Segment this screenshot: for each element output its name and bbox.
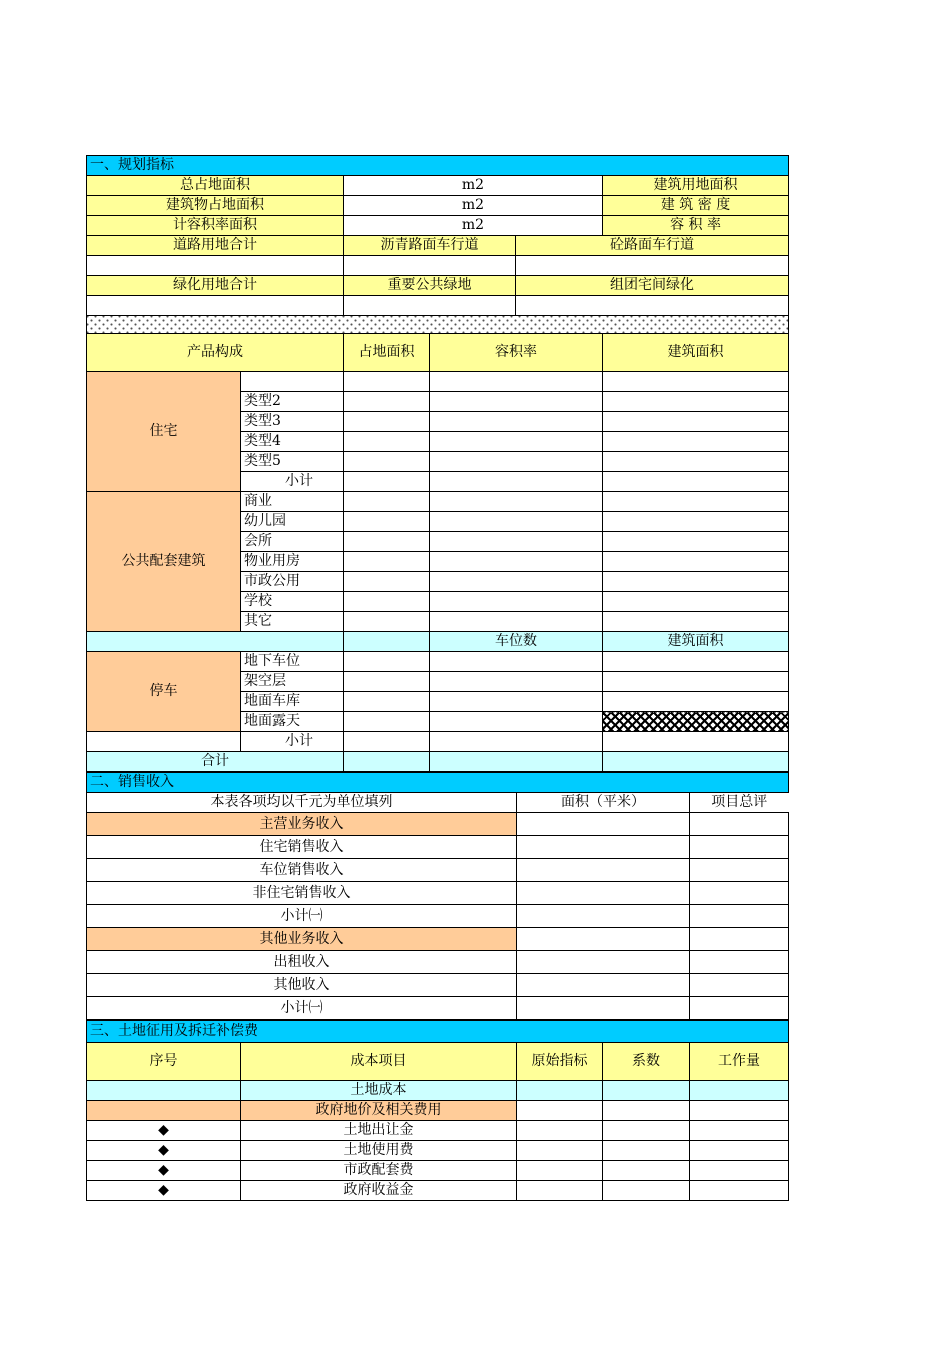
municipal-fee-label: 市政配套费 [241,1161,517,1181]
residential-sales-label: 住宅销售收入 [87,836,517,859]
unit-note: 本表各项均以千元为单位填列 [87,793,517,813]
cell[interactable] [517,1161,603,1181]
cell[interactable] [344,552,430,572]
cell[interactable] [344,432,430,452]
public-item-school: 学校 [241,592,344,612]
roads-header-row [87,236,789,256]
residential-type-5: 类型5 [241,452,344,472]
cell[interactable] [517,1101,603,1121]
cell[interactable] [517,1181,603,1201]
cell[interactable] [430,592,603,612]
public-green-value[interactable] [344,296,516,316]
cell[interactable] [603,452,789,472]
parking-subtotal-blank [87,732,241,752]
cell[interactable] [517,905,690,928]
spreadsheet [86,155,788,1201]
parking-area-header: 建筑面积 [603,632,789,652]
road-total-value[interactable] [87,256,344,276]
cell[interactable] [603,572,789,592]
cluster-green-label: 组团宅间绿化 [516,276,789,296]
asphalt-road-label: 沥青路面车行道 [344,236,516,256]
residential-type-2: 类型2 [241,392,344,412]
sales-table [86,772,789,1020]
land-use-fee-label: 土地使用费 [241,1141,517,1161]
cell[interactable] [430,672,603,692]
cell[interactable] [603,392,789,412]
disabled-hatched-cell [603,712,789,732]
cell[interactable] [517,836,690,859]
cell[interactable] [690,1181,789,1201]
land-cost-table [86,1020,789,1201]
cell[interactable] [690,1081,789,1101]
cell[interactable] [517,997,690,1020]
total-land-area-unit[interactable]: m2 [344,176,603,196]
cell[interactable] [603,532,789,552]
cell[interactable] [603,732,789,752]
cell[interactable] [344,652,430,672]
cell[interactable] [430,652,603,672]
product-header: 产品构成 [87,334,344,372]
cell[interactable] [603,492,789,512]
residential-type-3: 类型3 [241,412,344,432]
cell[interactable] [603,412,789,432]
sales-header-row [87,793,789,813]
green-total-value[interactable] [87,296,344,316]
parking-label: 停车 [87,652,241,732]
cell[interactable] [344,692,430,712]
cell[interactable] [430,552,603,572]
cell[interactable] [690,997,789,1020]
dotted-separator-row [87,316,789,334]
parking-subtotal: 小计 [241,732,344,752]
cell [87,1101,241,1121]
cell[interactable] [603,612,789,632]
building-area-header: 建筑面积 [603,334,789,372]
cell[interactable] [344,492,430,512]
building-land-label: 建筑用地面积 [603,176,789,196]
cell[interactable] [430,532,603,552]
cost-header-row [87,1043,789,1081]
grand-total-row [87,752,789,772]
cell[interactable] [344,452,430,472]
cell[interactable] [344,732,430,752]
far-area-unit[interactable]: m2 [344,216,603,236]
diamond-bullet-icon: ◆ [87,1161,241,1181]
cell[interactable] [430,472,603,492]
total-land-area-label: 总占地面积 [87,176,344,196]
section1-title: 一、规划指标 [87,156,789,176]
parking-sales-label: 车位销售收入 [87,859,517,882]
cell[interactable] [430,412,603,432]
cell[interactable] [430,452,603,472]
concrete-road-label: 砼路面车行道 [516,236,789,256]
cell[interactable] [430,372,603,392]
cell[interactable] [603,1161,690,1181]
section2-title: 二、销售收入 [87,773,789,793]
cost-row-5 [87,1161,789,1181]
cell[interactable] [690,1101,789,1121]
rental-income-label: 出租收入 [87,951,517,974]
cell[interactable] [603,472,789,492]
residential-subtotal: 小计 [241,472,344,492]
cell[interactable] [690,1121,789,1141]
cell[interactable] [517,859,690,882]
public-item-municipal: 市政公用 [241,572,344,592]
cell[interactable] [603,692,789,712]
cost-row-4 [87,1141,789,1161]
area-header: 面积（平米） [517,793,690,813]
plot-ratio-label: 容 积 率 [603,216,789,236]
cell[interactable] [344,672,430,692]
sales-row-5 [87,905,789,928]
cell[interactable] [430,512,603,532]
product-header-row [87,334,789,372]
gov-land-price-label: 政府地价及相关费用 [241,1101,517,1121]
project-total-header: 项目总评 [690,793,789,813]
residential-row-1 [87,372,789,392]
public-facilities-label: 公共配套建筑 [87,492,241,632]
diamond-bullet-icon: ◆ [87,1181,241,1201]
green-total-label: 绿化用地合计 [87,276,344,296]
sales-row-1 [87,813,789,836]
section2-title-row [87,773,789,793]
sales-row-2 [87,836,789,859]
land-area-header: 占地面积 [344,334,430,372]
section1-title-row [87,156,789,176]
parking-stilt: 架空层 [241,672,344,692]
cell[interactable] [430,492,603,512]
far-area-label: 计容积率面积 [87,216,344,236]
cell[interactable] [344,392,430,412]
other-revenue-label: 其他业务收入 [87,928,517,951]
cell[interactable] [603,592,789,612]
cost-row-2 [87,1101,789,1121]
residential-type-4: 类型4 [241,432,344,452]
residential-type-1[interactable] [241,372,344,392]
sales-row-4 [87,882,789,905]
cell[interactable] [690,813,789,836]
cell[interactable] [690,951,789,974]
cell[interactable] [603,1141,690,1161]
cost-row-3 [87,1121,789,1141]
cell[interactable] [603,512,789,532]
cost-item-header: 成本项目 [241,1043,517,1081]
cell[interactable] [603,752,789,772]
main-revenue-label: 主营业务收入 [87,813,517,836]
cell[interactable] [517,882,690,905]
cell[interactable] [517,1081,603,1101]
cell[interactable] [690,1161,789,1181]
land-transfer-fee-label: 土地出让金 [241,1121,517,1141]
cell[interactable] [603,552,789,572]
green-header-row [87,276,789,296]
parking-row-1 [87,652,789,672]
roads-value-row [87,256,789,276]
cluster-green-value[interactable] [516,296,789,316]
cell[interactable] [344,752,430,772]
cell[interactable] [344,612,430,632]
parking-open-air: 地面露天 [241,712,344,732]
cell[interactable] [690,882,789,905]
road-total-label: 道路用地合计 [87,236,344,256]
cell[interactable] [690,905,789,928]
cell[interactable] [690,974,789,997]
cell[interactable] [344,412,430,432]
parking-garage: 地面车库 [241,692,344,712]
cell[interactable] [517,1141,603,1161]
planning-row-1 [87,176,789,196]
original-index-header: 原始指标 [517,1043,603,1081]
parking-header-blank [87,632,344,652]
footprint-area-label: 建筑物占地面积 [87,196,344,216]
cell[interactable] [344,572,430,592]
cell[interactable] [603,372,789,392]
cell [87,1081,241,1101]
cell[interactable] [430,432,603,452]
nonresidential-sales-label: 非住宅销售收入 [87,882,517,905]
cost-row-1 [87,1081,789,1101]
cell[interactable] [344,512,430,532]
cell[interactable] [603,1121,690,1141]
building-density-label: 建 筑 密 度 [603,196,789,216]
sales-row-7 [87,951,789,974]
grand-total-label: 合计 [87,752,344,772]
planning-table [86,155,789,772]
sales-row-6 [87,928,789,951]
footprint-area-unit[interactable]: m2 [344,196,603,216]
cell[interactable] [430,392,603,412]
parking-count-header: 车位数 [430,632,603,652]
public-item-property: 物业用房 [241,552,344,572]
coefficient-header: 系数 [603,1043,690,1081]
cell[interactable] [430,692,603,712]
cost-row-6 [87,1181,789,1201]
cell[interactable] [517,928,690,951]
planning-row-2 [87,196,789,216]
sales-subtotal-1: 小计㈠ [87,905,517,928]
cell[interactable] [344,712,430,732]
cell[interactable] [603,672,789,692]
green-value-row [87,296,789,316]
planning-row-3 [87,216,789,236]
parking-header-blank2 [344,632,430,652]
cell[interactable] [344,372,430,392]
sales-row-3 [87,859,789,882]
concrete-road-value[interactable] [516,256,789,276]
gov-revenue-fund-label: 政府收益金 [241,1181,517,1201]
public-row-1 [87,492,789,512]
diamond-bullet-icon: ◆ [87,1141,241,1161]
land-cost-label: 土地成本 [241,1081,517,1101]
cell[interactable] [690,836,789,859]
cell[interactable] [344,472,430,492]
cell[interactable] [603,1081,690,1101]
cell[interactable] [603,1101,690,1121]
cell[interactable] [603,432,789,452]
public-green-label: 重要公共绿地 [344,276,516,296]
cell[interactable] [603,1181,690,1201]
sales-row-9 [87,997,789,1020]
parking-subtotal-row [87,732,789,752]
cell[interactable] [430,612,603,632]
seq-header: 序号 [87,1043,241,1081]
cell[interactable] [690,928,789,951]
cell[interactable] [517,1121,603,1141]
cell[interactable] [344,592,430,612]
diamond-bullet-icon: ◆ [87,1121,241,1141]
cell[interactable] [690,1141,789,1161]
cell[interactable] [344,532,430,552]
plot-ratio-header: 容积率 [430,334,603,372]
cell[interactable] [430,732,603,752]
sales-subtotal-2: 小计㈠ [87,997,517,1020]
public-item-commerce: 商业 [241,492,344,512]
public-item-clubhouse: 会所 [241,532,344,552]
workload-header: 工作量 [690,1043,789,1081]
cell[interactable] [517,813,690,836]
cell[interactable] [430,752,603,772]
cell[interactable] [430,712,603,732]
cell[interactable] [430,572,603,592]
public-item-kindergarten: 幼儿园 [241,512,344,532]
other-income-label: 其他收入 [87,974,517,997]
sales-row-8 [87,974,789,997]
residential-label: 住宅 [87,372,241,492]
dotted-separator [87,316,789,334]
cell[interactable] [690,859,789,882]
section3-title-row [87,1021,789,1043]
cell[interactable] [603,652,789,672]
parking-underground: 地下车位 [241,652,344,672]
asphalt-road-value[interactable] [344,256,516,276]
public-item-other: 其它 [241,612,344,632]
cell[interactable] [517,974,690,997]
cell[interactable] [517,951,690,974]
section3-title: 三、土地征用及拆迁补偿费 [87,1021,789,1043]
parking-header-row [87,632,789,652]
